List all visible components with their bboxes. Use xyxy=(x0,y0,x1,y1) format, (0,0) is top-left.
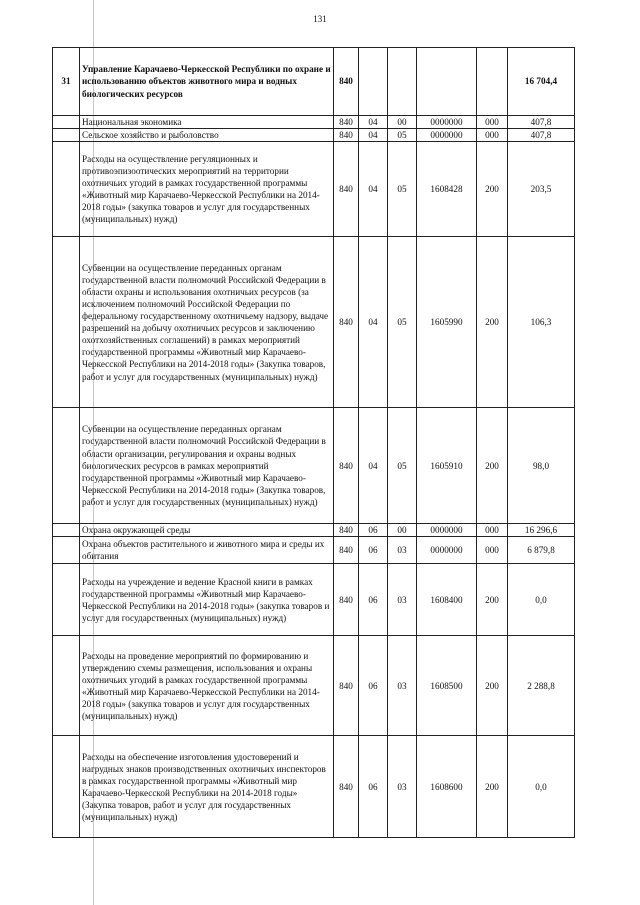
subsection-code-cell: 03 xyxy=(388,636,417,736)
budget-table xyxy=(52,47,575,838)
amount-cell: 203,5 xyxy=(508,142,575,237)
amount-cell: 6 879,8 xyxy=(508,537,575,564)
expense-type-cell: 200 xyxy=(477,564,508,636)
row-number-cell xyxy=(53,537,80,564)
subsection-code-cell: 05 xyxy=(388,129,417,142)
expense-type-cell xyxy=(477,48,508,116)
table-row xyxy=(53,129,575,142)
section-code-cell: 04 xyxy=(359,408,388,524)
table-row xyxy=(53,564,575,636)
table-row xyxy=(53,48,575,116)
subsection-code-cell: 00 xyxy=(388,524,417,537)
section-code-cell: 06 xyxy=(359,524,388,537)
section-code-cell: 06 xyxy=(359,736,388,838)
section-code-cell: 04 xyxy=(359,237,388,408)
amount-cell: 16 296,6 xyxy=(508,524,575,537)
expense-type-cell: 200 xyxy=(477,142,508,237)
table-row xyxy=(53,537,575,564)
row-number-cell xyxy=(53,237,80,408)
row-number-cell: 31 xyxy=(53,48,80,116)
grbs-code-cell: 840 xyxy=(334,142,359,237)
expense-name-cell: Управление Карачаево-Черкесской Республики по охране и использованию объектов животного мира и водных биологических ресурсов xyxy=(80,48,334,116)
subsection-code-cell: 00 xyxy=(388,116,417,129)
target-article-cell: 0000000 xyxy=(417,537,477,564)
table-row xyxy=(53,636,575,736)
expense-name-cell: Расходы на обеспечение изготовления удостоверений и нагрудных знаков производственных охотничьих инспекторов в рамках государственной программы «Животный мир Карачаево-Черкесской Республики на 2014-2018 годы» (Закупка товаров, работ и услуг для государственных (муниципальных) нужд) xyxy=(80,736,334,838)
target-article-cell: 1608600 xyxy=(417,736,477,838)
expense-name-cell: Расходы на учреждение и ведение Красной книги в рамках государственной программы «Животный мир Карачаево-Черкесской Республики на 2014-2018 годы» (закупка товаров и услуг для государственных (муниципальных) нужд) xyxy=(80,564,334,636)
target-article-cell: 1605910 xyxy=(417,408,477,524)
amount-cell: 2 288,8 xyxy=(508,636,575,736)
target-article-cell: 1608428 xyxy=(417,142,477,237)
amount-cell: 106,3 xyxy=(508,237,575,408)
row-number-cell xyxy=(53,524,80,537)
expense-type-cell: 000 xyxy=(477,116,508,129)
target-article-cell: 1608500 xyxy=(417,636,477,736)
grbs-code-cell: 840 xyxy=(334,636,359,736)
expense-name-cell: Национальная экономика xyxy=(80,116,334,129)
expense-type-cell: 200 xyxy=(477,636,508,736)
subsection-code-cell xyxy=(388,48,417,116)
section-code-cell: 06 xyxy=(359,564,388,636)
expense-name-cell: Субвенции на осуществление переданных органам государственной власти полномочий Российской Федерации в области охраны и использования охотничьих ресурсов (за исключением полномочий Российской Федерации по федеральному государственному охотничьему надзору, выдаче разрешений на добычу охотничьих ресурсов и заключению охотхозяйственных соглашений) в рамках мероприятий государственной программы «Животный мир Карачаево-Черкесской Республики на 2014-2018 годы» (Закупка товаров, работ и услуг для государственных (муниципальных) нужд) xyxy=(80,237,334,408)
row-number-cell xyxy=(53,408,80,524)
section-code-cell: 04 xyxy=(359,129,388,142)
expense-name-cell: Расходы на проведение мероприятий по формированию и утверждению схемы размещения, использования и охраны охотничьих угодий в рамках государственной программы «Животный мир Карачаево-Черкесской Республики на 2014-2018 годы» (закупка товаров и услуг для государственных (муниципальных) нужд) xyxy=(80,636,334,736)
amount-cell: 98,0 xyxy=(508,408,575,524)
target-article-cell: 0000000 xyxy=(417,524,477,537)
target-article-cell: 0000000 xyxy=(417,116,477,129)
expense-type-cell: 000 xyxy=(477,537,508,564)
grbs-code-cell: 840 xyxy=(334,537,359,564)
section-code-cell: 04 xyxy=(359,142,388,237)
expense-name-cell: Расходы на осуществление регуляционных и противоэпизоотических мероприятий на территории охотничьих угодий в рамках государственной программы «Животный мир Карачаево-Черкесской Республики на 2014-2018 годы» (закупка товаров и услуг для государственных (муниципальных) нужд) xyxy=(80,142,334,237)
table-row xyxy=(53,408,575,524)
section-code-cell: 06 xyxy=(359,537,388,564)
expense-name-cell: Субвенции на осуществление переданных органам государственной власти полномочий Российской Федерации в области организации, регулирования и охраны водных биологических ресурсов в рамках мероприятий государственной программы «Животный мир Карачаево-Черкесской Республики на 2014-2018 годы» (Закупка товаров, работ и услуг для государственных (муниципальных) нужд) xyxy=(80,408,334,524)
grbs-code-cell: 840 xyxy=(334,237,359,408)
expense-name-cell: Охрана окружающей среды xyxy=(80,524,334,537)
subsection-code-cell: 05 xyxy=(388,142,417,237)
amount-cell: 16 704,4 xyxy=(508,48,575,116)
target-article-cell: 0000000 xyxy=(417,129,477,142)
row-number-cell xyxy=(53,564,80,636)
target-article-cell: 1608400 xyxy=(417,564,477,636)
grbs-code-cell: 840 xyxy=(334,736,359,838)
table-row xyxy=(53,142,575,237)
grbs-code-cell: 840 xyxy=(334,48,359,116)
grbs-code-cell: 840 xyxy=(334,116,359,129)
subsection-code-cell: 05 xyxy=(388,237,417,408)
table-row xyxy=(53,736,575,838)
section-code-cell xyxy=(359,48,388,116)
expense-type-cell: 000 xyxy=(477,129,508,142)
expense-type-cell: 200 xyxy=(477,736,508,838)
grbs-code-cell: 840 xyxy=(334,129,359,142)
table-row xyxy=(53,237,575,408)
amount-cell: 0,0 xyxy=(508,736,575,838)
target-article-cell: 1605990 xyxy=(417,237,477,408)
row-number-cell xyxy=(53,116,80,129)
amount-cell: 0,0 xyxy=(508,564,575,636)
expense-type-cell: 200 xyxy=(477,237,508,408)
subsection-code-cell: 03 xyxy=(388,736,417,838)
section-code-cell: 04 xyxy=(359,116,388,129)
table-row xyxy=(53,524,575,537)
grbs-code-cell: 840 xyxy=(334,524,359,537)
amount-cell: 407,8 xyxy=(508,129,575,142)
expense-name-cell: Сельское хозяйство и рыболовство xyxy=(80,129,334,142)
row-number-cell xyxy=(53,142,80,237)
row-number-cell xyxy=(53,636,80,736)
grbs-code-cell: 840 xyxy=(334,408,359,524)
expense-name-cell: Охрана объектов растительного и животного мира и среды их обитания xyxy=(80,537,334,564)
grbs-code-cell: 840 xyxy=(334,564,359,636)
target-article-cell xyxy=(417,48,477,116)
section-code-cell: 06 xyxy=(359,636,388,736)
subsection-code-cell: 05 xyxy=(388,408,417,524)
page-number: 131 xyxy=(313,14,327,24)
expense-type-cell: 000 xyxy=(477,524,508,537)
subsection-code-cell: 03 xyxy=(388,564,417,636)
row-number-cell xyxy=(53,129,80,142)
amount-cell: 407,8 xyxy=(508,116,575,129)
expense-type-cell: 200 xyxy=(477,408,508,524)
subsection-code-cell: 03 xyxy=(388,537,417,564)
row-number-cell xyxy=(53,736,80,838)
table-row xyxy=(53,116,575,129)
